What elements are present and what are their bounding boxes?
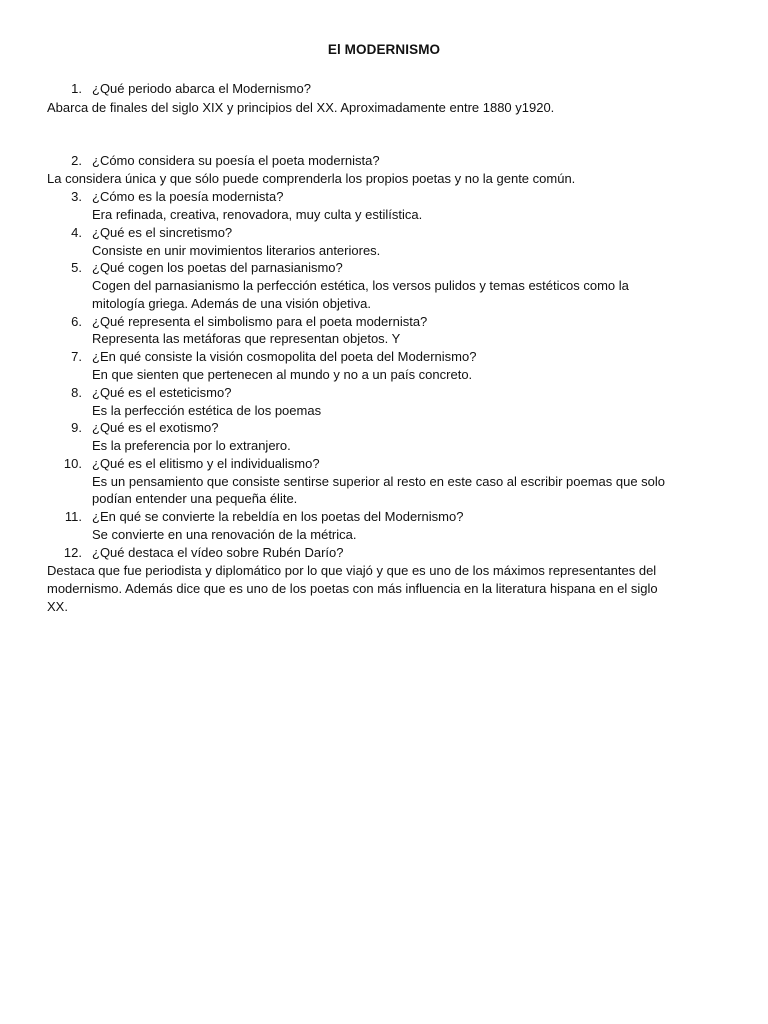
question-number: 6. — [71, 314, 82, 329]
question-number: 1. — [71, 81, 82, 96]
answer-text: La considera única y que sólo puede comprenderla los propios poetas y no la gente común. — [47, 171, 576, 186]
answer-text: mitología griega. Además de una visión objetiva. — [92, 296, 371, 311]
answer-text: Consiste en unir movimientos literarios anteriores. — [92, 243, 381, 258]
question-number: 2. — [71, 153, 82, 168]
answer-text: Cogen del parnasianismo la perfección estética, los versos pulidos y temas estéticos como la — [92, 278, 629, 293]
answer-text: Abarca de finales del siglo XIX y principios del XX. Aproximadamente entre 1880 y1920. — [47, 100, 555, 115]
question-text: ¿Qué es el esteticismo? — [92, 385, 232, 400]
question-number: 7. — [71, 349, 82, 364]
question-number: 4. — [71, 225, 82, 240]
answer-text: Es un pensamiento que consiste sentirse superior al resto en este caso al escribir poemas que solo — [92, 474, 666, 489]
answer-text: Era refinada, creativa, renovadora, muy culta y estilística. — [92, 207, 423, 222]
answer-text: En que sienten que pertenecen al mundo y no a un país concreto. — [92, 367, 473, 382]
question-text: ¿Qué es el exotismo? — [92, 420, 219, 435]
question-text: ¿Qué representa el simbolismo para el poeta modernista? — [92, 314, 428, 329]
answer-text: Es la preferencia por lo extranjero. — [92, 438, 291, 453]
question-number: 9. — [71, 420, 82, 435]
question-number: 8. — [71, 385, 82, 400]
answer-text: Representa las metáforas que representan objetos. Y — [92, 331, 401, 346]
question-text: ¿Qué periodo abarca el Modernismo? — [92, 81, 311, 96]
page-title: El MODERNISMO — [327, 42, 441, 57]
question-text: ¿Cómo es la poesía modernista? — [92, 189, 284, 204]
question-text: ¿En qué consiste la visión cosmopolita del poeta del Modernismo? — [92, 349, 477, 364]
question-number: 10. — [63, 456, 82, 471]
question-text: ¿Qué es el sincretismo? — [92, 225, 233, 240]
question-text: ¿Qué cogen los poetas del parnasianismo? — [92, 260, 343, 275]
question-number: 5. — [71, 260, 82, 275]
question-text: ¿En qué se convierte la rebeldía en los poetas del Modernismo? — [92, 509, 464, 524]
question-text: ¿Qué destaca el vídeo sobre Rubén Darío? — [92, 545, 344, 560]
answer-text: Es la perfección estética de los poemas — [92, 403, 322, 418]
answer-text: Destaca que fue periodista y diplomático por lo que viajó y que es uno de los máximos representantes del — [47, 563, 657, 578]
question-number: 12. — [63, 545, 82, 560]
question-number: 11. — [64, 509, 82, 524]
answer-text: podían entender una pequeña élite. — [92, 491, 298, 506]
question-text: ¿Cómo considera su poesía el poeta modernista? — [92, 153, 380, 168]
question-text: ¿Qué es el elitismo y el individualismo? — [92, 456, 320, 471]
answer-text: XX. — [47, 599, 68, 614]
answer-text: modernismo. Además dice que es uno de los poetas con más influencia en la literatura hispana en el siglo — [47, 581, 658, 596]
answer-text: Se convierte en una renovación de la métrica. — [92, 527, 357, 542]
question-number: 3. — [71, 189, 82, 204]
